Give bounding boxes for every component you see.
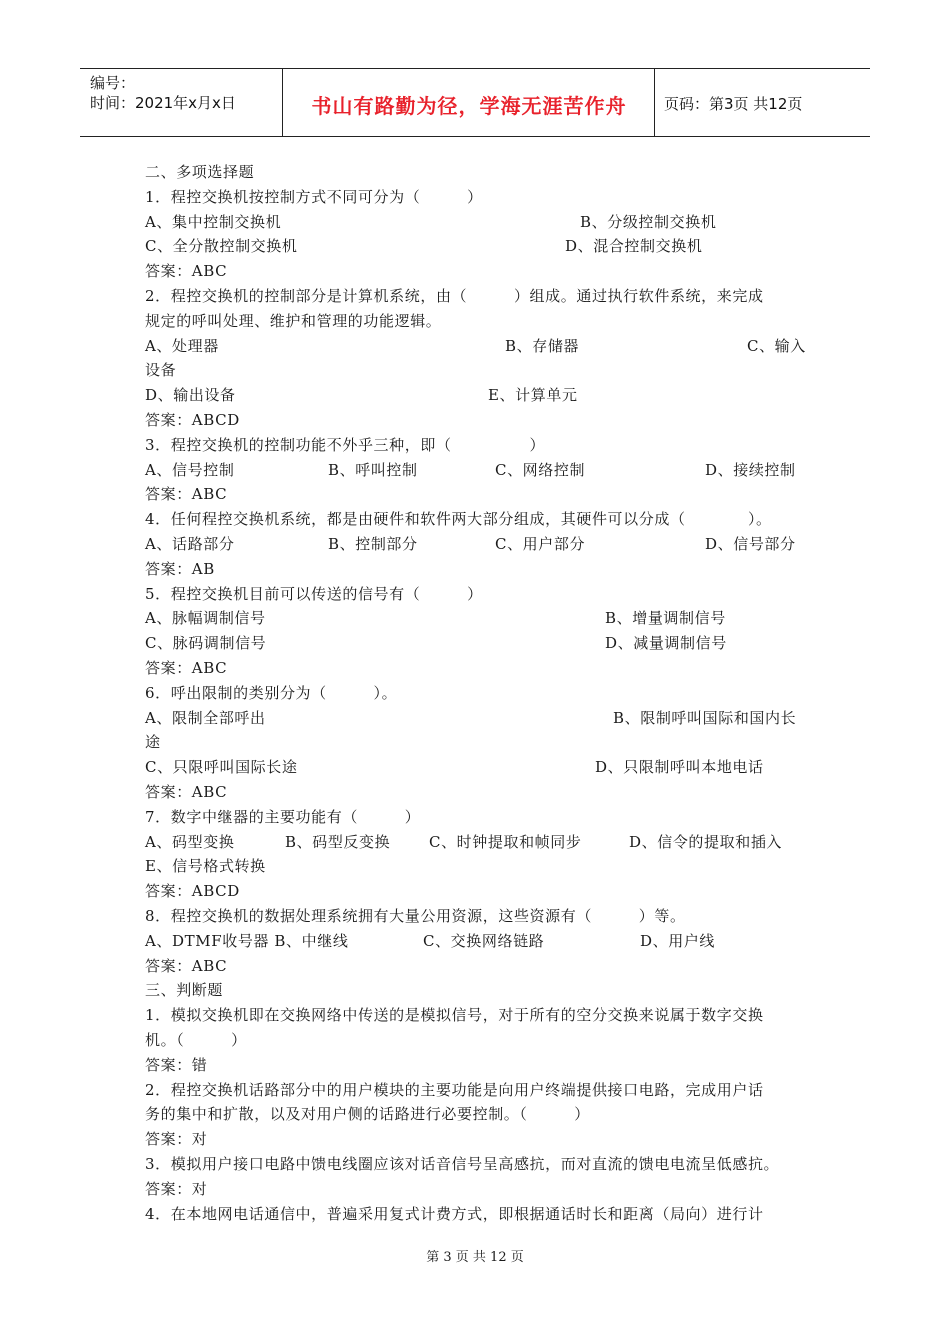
line-q6-cd (145, 755, 825, 780)
line-ja1: 答案：错 (145, 1055, 208, 1074)
option: C、用户部分 (495, 535, 586, 553)
option: D、混合控制交换机 (565, 237, 703, 256)
line-q5-ab (145, 606, 825, 631)
option: C、全分散控制交换机 (145, 237, 298, 256)
line-q2a: 2．程控交换机的控制部分是计算机系统，由（ ）组成。通过执行软件系统，来完成 (145, 287, 764, 305)
option: B、增量调制信号 (605, 609, 726, 628)
line-q5-cd (145, 631, 825, 656)
line-j1b: 机。（ ） (145, 1031, 247, 1049)
option: D、只限制呼叫本地电话 (595, 758, 764, 777)
line-q6-cont: 途 (145, 733, 161, 752)
line-q1-cd (145, 234, 825, 259)
line-a2: 答案：ABCD (145, 411, 240, 429)
option: B、呼叫控制 (328, 460, 418, 479)
option: C、时钟提取和帧同步 (429, 832, 582, 851)
option: C、只限呼叫国际长途 (145, 758, 298, 777)
option: C、交换网络链路 (423, 931, 545, 950)
line-q6-ab (145, 706, 825, 731)
line-ja2: 答案：对 (145, 1130, 208, 1149)
line-a6: 答案：ABC (145, 783, 228, 801)
option: A、信号控制 (145, 460, 235, 479)
line-q3-opts (145, 458, 825, 483)
option: B、分级控制交换机 (580, 212, 717, 231)
line-j1a: 1．模拟交换机即在交换网络中传送的是模拟信号，对于所有的空分交换来说属于数字交换 (145, 1006, 764, 1025)
line-q8: 8．程控交换机的数据处理系统拥有大量公用资源，这些资源有（ ）等。 (145, 907, 686, 925)
line-sec3: 三、判断题 (145, 981, 224, 1000)
option: B、控制部分 (328, 535, 418, 553)
line-q3: 3．程控交换机的控制功能不外乎三种，即（ ） (145, 435, 546, 454)
line-q7: 7．数字中继器的主要功能有（ ） (145, 807, 421, 826)
line-q8-opts (145, 929, 825, 954)
line-a3: 答案：ABC (145, 485, 228, 504)
option: A、集中控制交换机 (145, 212, 282, 231)
option: A、限制全部呼出 (145, 708, 266, 727)
option: D、输出设备 (145, 386, 236, 405)
time-label: 时间：2021年x月x日 (90, 94, 236, 112)
line-ja3: 答案：对 (145, 1179, 208, 1198)
option: D、信号部分 (705, 535, 796, 553)
number-label: 编号： (90, 74, 136, 92)
option: B、限制呼叫国际和国内长 (613, 708, 797, 727)
line-q4: 4．任何程控交换机系统，都是由硬件和软件两大部分组成，其硬件可以分成（ ）。 (145, 510, 772, 529)
line-a7: 答案：ABCD (145, 882, 240, 901)
line-j3: 3．模拟用户接口电路中馈电线圈应该对话音信号呈高感抗，而对直流的馈电电流呈低感抗。 (145, 1155, 780, 1173)
line-a4: 答案：AB (145, 559, 215, 578)
page-footer: 第 3 页 共 12 页 (426, 1250, 524, 1265)
line-j4a: 4．在本地网电话通信中，普遍采用复式计费方式，即根据通话时长和距离（局向）进行计 (145, 1204, 764, 1223)
option: C、脉码调制信号 (145, 634, 267, 653)
line-a1: 答案：ABC (145, 262, 228, 281)
line-a5: 答案：ABC (145, 659, 228, 677)
line-j2a: 2．程控交换机话路部分中的用户模块的主要功能是向用户终端提供接口电路，完成用户话 (145, 1080, 764, 1099)
line-q2-abc (145, 334, 825, 359)
option: A、DTMF收号器 B、中继线 (145, 931, 349, 950)
line-j2b: 务的集中和扩散，以及对用户侧的话路进行必要控制。（ ） (145, 1105, 590, 1124)
option: A、脉幅调制信号 (145, 609, 266, 628)
option: B、码型反变换 (285, 832, 391, 851)
option: A、话路部分 (145, 535, 235, 553)
option: B、存储器 (505, 336, 580, 355)
line-q1-ab (145, 210, 825, 235)
line-sec2: 二、多项选择题 (145, 163, 255, 181)
page-header (80, 68, 870, 137)
option: C、网络控制 (495, 460, 586, 479)
option: D、信令的提取和插入 (629, 832, 783, 851)
line-q7-opts (145, 830, 825, 855)
option: A、处理器 (145, 336, 219, 355)
line-q6: 6．呼出限制的类别分为（ ）。 (145, 683, 398, 702)
line-q2b: 规定的呼叫处理、维护和管理的功能逻辑。 (145, 311, 442, 330)
option: D、减量调制信号 (605, 634, 727, 653)
line-q2-cont: 设备 (145, 361, 177, 380)
line-a8: 答案：ABC (145, 956, 228, 975)
line-q2-de (145, 383, 825, 408)
option: E、计算单元 (488, 386, 578, 405)
line-q1: 1．程控交换机按控制方式不同可分为（ ） (145, 187, 483, 206)
option: D、接续控制 (705, 460, 796, 479)
option: C、输入 (747, 336, 806, 355)
option: D、用户线 (640, 931, 716, 950)
header-page-label: 页码：第3页 共12页 (664, 95, 803, 113)
line-q7-e: E、信号格式转换 (145, 857, 266, 876)
header-divider-right (654, 69, 655, 136)
option: A、码型变换 (145, 832, 235, 851)
line-q5: 5．程控交换机目前可以传送的信号有（ ） (145, 584, 483, 603)
line-q4-opts (145, 532, 825, 557)
header-divider-left (282, 69, 283, 136)
header-meta (90, 73, 236, 113)
header-motto: 书山有路勤为径，学海无涯苦作舟 (311, 94, 627, 118)
